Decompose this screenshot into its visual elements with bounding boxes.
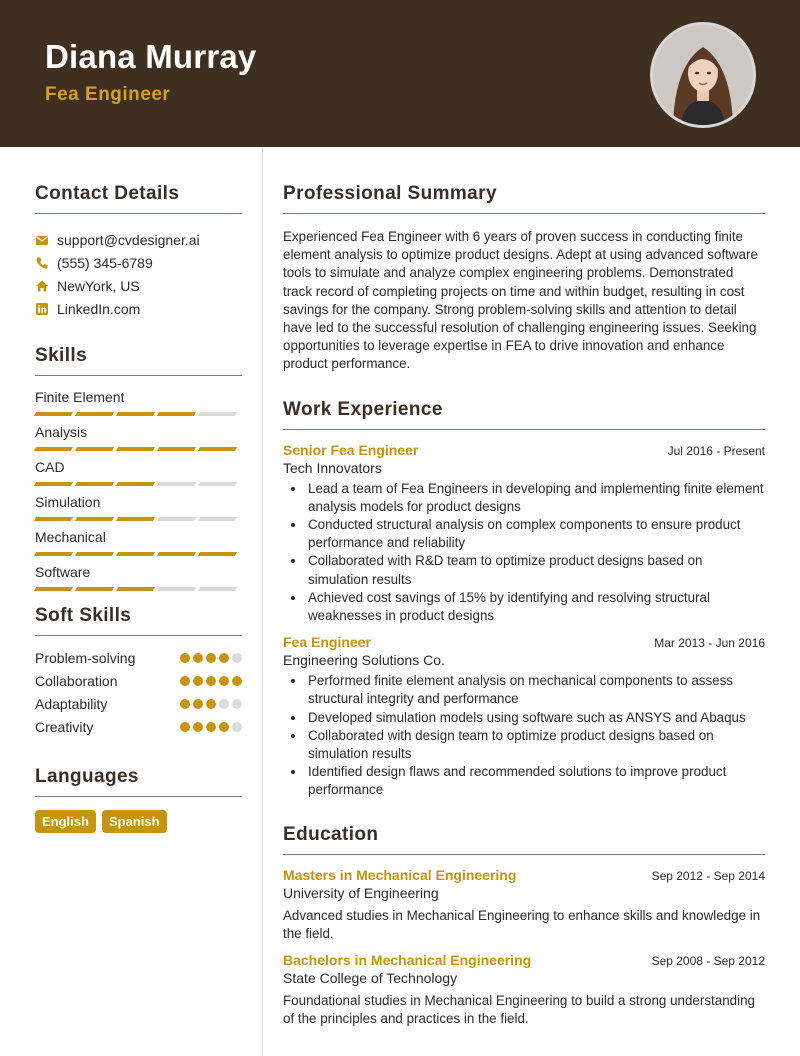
profile-photo bbox=[653, 25, 753, 125]
contact-email-text: support@cvdesigner.ai bbox=[57, 231, 200, 248]
rating-dot-empty bbox=[232, 653, 242, 663]
section-divider bbox=[283, 429, 765, 430]
skill-bar-empty bbox=[198, 482, 237, 486]
skill-bar-filled bbox=[75, 482, 114, 486]
skill-bar-filled bbox=[116, 552, 155, 556]
skill-bar-filled bbox=[34, 517, 73, 521]
job-entry bbox=[283, 634, 765, 799]
education-heading: Education bbox=[283, 823, 379, 845]
education-entry bbox=[283, 867, 765, 943]
job-role: Senior Fea Engineer bbox=[283, 441, 419, 458]
skill-bar-filled bbox=[198, 552, 237, 556]
rating-dot-filled bbox=[193, 676, 203, 686]
job-role: Fea Engineer bbox=[283, 634, 371, 651]
soft-skill-item bbox=[35, 715, 242, 738]
soft-skill-name: Collaboration bbox=[35, 672, 118, 689]
education-description: Foundational studies in Mechanical Engineering to build a strong understanding of the principles and practices in the field. bbox=[283, 993, 755, 1027]
skill-bar-filled bbox=[75, 552, 114, 556]
contact-phone-text: (555) 345-6789 bbox=[57, 254, 153, 271]
skill-bar-filled bbox=[116, 412, 155, 416]
skill-bar-filled bbox=[34, 552, 73, 556]
rating-dot-filled bbox=[219, 722, 229, 732]
section-divider bbox=[35, 213, 242, 214]
skill-name: Mechanical bbox=[35, 529, 106, 545]
skill-bar-empty bbox=[157, 587, 196, 591]
skill-level-bar bbox=[35, 412, 242, 416]
contact-heading: Contact Details bbox=[35, 183, 180, 204]
rating-dot-filled bbox=[193, 699, 203, 709]
soft-skill-rating bbox=[180, 699, 242, 709]
header-banner bbox=[0, 0, 800, 147]
skill-bar-filled bbox=[34, 482, 73, 486]
soft-skills-section bbox=[35, 605, 242, 738]
job-entry bbox=[283, 442, 765, 626]
skill-bar-empty bbox=[198, 412, 237, 416]
soft-skill-rating bbox=[180, 722, 242, 732]
skill-item bbox=[35, 459, 242, 486]
skill-bar-filled bbox=[75, 447, 114, 451]
summary-heading: Professional Summary bbox=[283, 183, 497, 204]
rating-dot-filled bbox=[206, 653, 216, 663]
section-divider bbox=[35, 635, 242, 636]
skill-bar-empty bbox=[157, 482, 196, 486]
skills-section bbox=[35, 345, 242, 591]
rating-dot-empty bbox=[232, 699, 242, 709]
education-school: State College of Technology bbox=[283, 970, 458, 987]
contact-phone[interactable] bbox=[35, 251, 242, 274]
languages-heading: Languages bbox=[35, 766, 139, 787]
sidebar bbox=[35, 147, 242, 833]
rating-dot-filled bbox=[193, 653, 203, 663]
skill-bar-filled bbox=[198, 447, 237, 451]
envelope-icon bbox=[35, 233, 49, 247]
contact-linkedin[interactable] bbox=[35, 297, 242, 320]
skill-name: Finite Element bbox=[35, 389, 125, 405]
skill-name: Analysis bbox=[35, 424, 88, 440]
home-icon bbox=[35, 279, 49, 293]
soft-skill-name: Problem-solving bbox=[35, 649, 136, 666]
skill-level-bar bbox=[35, 552, 242, 556]
job-bullets bbox=[283, 672, 765, 799]
section-divider bbox=[35, 375, 242, 376]
soft-skill-item bbox=[35, 692, 242, 715]
rating-dot-filled bbox=[232, 676, 242, 686]
rating-dot-filled bbox=[180, 722, 190, 732]
skill-item bbox=[35, 494, 242, 521]
skill-bar-filled bbox=[34, 412, 73, 416]
rating-dot-filled bbox=[180, 676, 190, 686]
skill-item bbox=[35, 389, 242, 416]
column-divider bbox=[262, 147, 263, 1056]
skill-bar-filled bbox=[116, 482, 155, 486]
education-dates: Sep 2008 - Sep 2012 bbox=[651, 954, 765, 969]
soft-skill-item bbox=[35, 669, 242, 692]
skill-level-bar bbox=[35, 587, 242, 591]
rating-dot-filled bbox=[219, 653, 229, 663]
contact-location-text: NewYork, US bbox=[57, 277, 140, 294]
section-divider bbox=[283, 213, 765, 214]
soft-skills-heading: Soft Skills bbox=[35, 605, 132, 626]
soft-skill-rating bbox=[180, 653, 242, 663]
rating-dot-filled bbox=[206, 722, 216, 732]
education-dates: Sep 2012 - Sep 2014 bbox=[651, 868, 765, 883]
candidate-name: Diana Murray bbox=[45, 38, 257, 75]
education-degree: Masters in Mechanical Engineering bbox=[283, 866, 517, 883]
skill-bar-filled bbox=[157, 447, 196, 451]
skill-bar-filled bbox=[34, 587, 73, 591]
list-item: Collaborated with design team to optimize product designs based on simulation results bbox=[283, 727, 765, 763]
skill-bar-filled bbox=[75, 412, 114, 416]
experience-section bbox=[283, 399, 765, 800]
list-item: Developed simulation models using software such as ANSYS and Abaqus bbox=[283, 709, 765, 727]
section-divider bbox=[283, 854, 765, 855]
soft-skill-name: Adaptability bbox=[35, 695, 108, 712]
skill-item bbox=[35, 424, 242, 451]
skill-level-bar bbox=[35, 517, 242, 521]
list-item: Lead a team of Fea Engineers in developing and implementing finite element analysis models for product designs bbox=[283, 480, 765, 516]
rating-dot-filled bbox=[180, 699, 190, 709]
education-degree: Bachelors in Mechanical Engineering bbox=[283, 952, 532, 969]
job-title: Fea Engineer bbox=[45, 84, 171, 105]
job-company: Tech Innovators bbox=[283, 459, 382, 476]
linkedin-icon bbox=[35, 302, 49, 316]
languages-section bbox=[35, 766, 242, 833]
skill-item bbox=[35, 529, 242, 556]
skill-name: Simulation bbox=[35, 494, 101, 510]
skill-item bbox=[35, 564, 242, 591]
rating-dot-empty bbox=[219, 699, 229, 709]
skill-bar-filled bbox=[116, 517, 155, 521]
soft-skill-rating bbox=[180, 676, 242, 686]
skill-level-bar bbox=[35, 447, 242, 451]
contact-location bbox=[35, 274, 242, 297]
skills-heading: Skills bbox=[35, 345, 88, 366]
contact-linkedin-text: LinkedIn.com bbox=[57, 300, 141, 317]
skills-list bbox=[35, 389, 242, 591]
skill-bar-filled bbox=[75, 517, 114, 521]
rating-dot-filled bbox=[219, 676, 229, 686]
language-badge: English bbox=[35, 810, 96, 833]
summary-section bbox=[283, 183, 765, 374]
contact-email[interactable] bbox=[35, 228, 242, 251]
education-entry bbox=[283, 952, 765, 1028]
skill-bar-filled bbox=[75, 587, 114, 591]
skill-bar-empty bbox=[198, 517, 237, 521]
skill-bar-empty bbox=[157, 517, 196, 521]
list-item: Identified design flaws and recommended solutions to improve product performance bbox=[283, 763, 765, 799]
skill-bar-filled bbox=[157, 412, 196, 416]
skill-bar-filled bbox=[116, 447, 155, 451]
job-bullets bbox=[283, 480, 765, 626]
skill-name: Software bbox=[35, 564, 91, 580]
summary-text: Experienced Fea Engineer with 6 years of proven success in conducting finite element analysis to optimize product designs. Adept at using advanced software tools to simulate and analyze complex engineering problems. Demonstrated track record of completing projects on time and within budget, resulting in cost savings for the company. Strong problem-solving skills and attention to detail have led to the successful resolution of challenging engineering issues. Seeking opportunities to leverage expertise in FEA to drive innovation and enhance product performance. bbox=[283, 229, 758, 372]
rating-dot-filled bbox=[180, 653, 190, 663]
education-section bbox=[283, 824, 765, 1029]
phone-icon bbox=[35, 256, 49, 270]
soft-skill-name: Creativity bbox=[35, 718, 94, 735]
list-item: Collaborated with R&D team to optimize product designs based on simulation results bbox=[283, 552, 765, 588]
avatar bbox=[650, 22, 756, 128]
rating-dot-filled bbox=[206, 676, 216, 686]
list-item: Performed finite element analysis on mechanical components to assess structural integrity and performance bbox=[283, 672, 765, 708]
list-item: Achieved cost savings of 15% by identifying and resolving structural weaknesses in product designs bbox=[283, 589, 765, 625]
skill-bar-filled bbox=[157, 552, 196, 556]
rating-dot-empty bbox=[232, 722, 242, 732]
skill-name: CAD bbox=[35, 459, 65, 475]
education-description: Advanced studies in Mechanical Engineering to enhance skills and knowledge in the field. bbox=[283, 907, 761, 941]
skill-level-bar bbox=[35, 482, 242, 486]
language-badge: Spanish bbox=[102, 810, 167, 833]
list-item: Conducted structural analysis on complex components to ensure product performance and reliability bbox=[283, 516, 765, 552]
experience-heading: Work Experience bbox=[283, 398, 443, 420]
skill-bar-filled bbox=[116, 587, 155, 591]
skill-bar-filled bbox=[34, 447, 73, 451]
job-dates: Mar 2013 - Jun 2016 bbox=[654, 636, 765, 651]
skill-bar-empty bbox=[198, 587, 237, 591]
job-company: Engineering Solutions Co. bbox=[283, 652, 445, 669]
soft-skill-item bbox=[35, 646, 242, 669]
main-content bbox=[283, 147, 765, 1028]
rating-dot-filled bbox=[206, 699, 216, 709]
section-divider bbox=[35, 796, 242, 797]
contact-section bbox=[35, 183, 242, 320]
rating-dot-filled bbox=[193, 722, 203, 732]
job-dates: Jul 2016 - Present bbox=[667, 443, 765, 458]
education-school: University of Engineering bbox=[283, 884, 439, 901]
